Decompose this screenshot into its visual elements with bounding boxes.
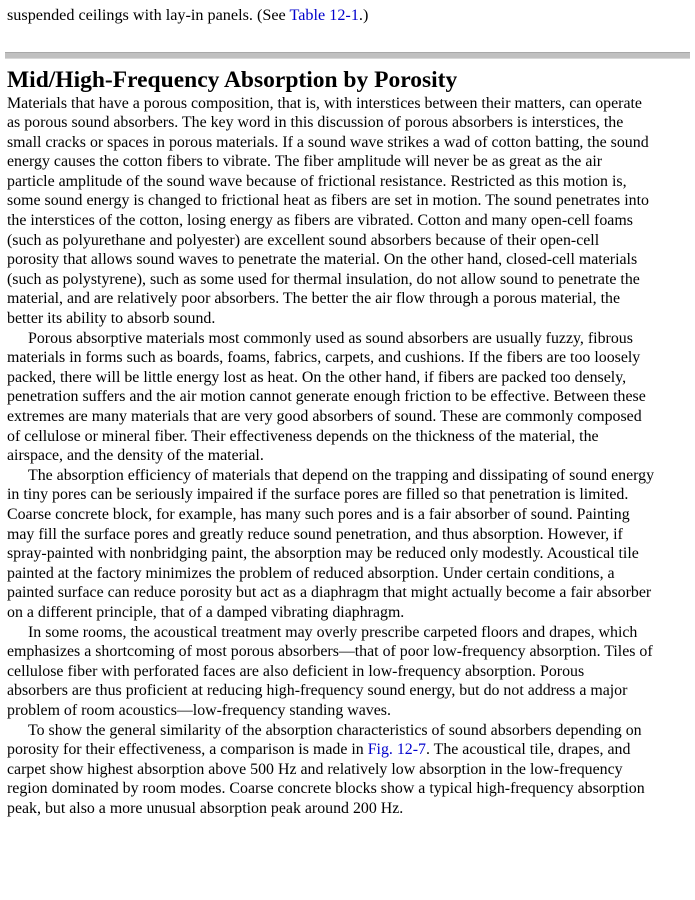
text-line: spray-painted with nonbridging paint, the absorption may be reduced only modestly. Acoustical tile (7, 545, 639, 563)
paragraph-2 (7, 329, 690, 466)
text-line: the interstices of the cotton, losing energy as fibers are vibrated. Cotton and many open-cell foams (7, 212, 633, 230)
paragraph-1 (7, 94, 690, 329)
paragraph-3 (7, 466, 690, 623)
text-line: small cracks or spaces in porous materials. If a sound wave strikes a wad of cotton batting, the sound (7, 133, 649, 151)
paragraph-5 (7, 721, 690, 819)
section-heading: Mid/High-Frequency Absorption by Porosity (7, 66, 458, 93)
text-fragment: . The acoustical tile, drapes, and (425, 741, 631, 759)
text-line: Coarse concrete block, for example, has many such pores and is a fair absorber of sound. Painting (7, 505, 630, 523)
text-line: better its ability to absorb sound. (7, 310, 216, 328)
text-line: particle amplitude of the sound wave because of frictional resistance. Restricted as this motion is, (7, 172, 627, 190)
text-line: carpet show highest absorption above 500 Hz and relatively low absorption in the low-frequency (7, 760, 623, 778)
text-line: materials in forms such as boards, foams, fabrics, carpets, and cushions. If the fibers are too loosely (7, 349, 641, 367)
text-fragment: porosity for their effectiveness, a comparison is made in (7, 741, 368, 759)
text-line: Porous absorptive materials most commonly used as sound absorbers are usually fuzzy, fibrous (28, 329, 633, 347)
text-line: of cellulose or mineral fiber. Their effectiveness depends on the thickness of the material, the (7, 427, 599, 445)
text-line: The absorption efficiency of materials that depend on the trapping and dissipating of sound energy (28, 466, 655, 484)
text-line: as porous sound absorbers. The key word in this discussion of porous absorbers is interstices, the (7, 114, 624, 132)
lead-text: suspended ceilings with lay-in panels. (See (7, 6, 290, 24)
document-page (7, 0, 690, 818)
text-line: porosity that allows sound waves to penetrate the material. On the other hand, closed-cell materials (7, 251, 638, 269)
text-line: cellulose fiber with perforated faces are also deficient in low-frequency absorption. Porous (7, 662, 585, 680)
text-line: penetration suffers and the air motion cannot generate enough friction to be effective. Between these (7, 388, 646, 406)
text-line: painted at the factory minimizes the problem of reduced absorption. Under certain conditions, a (7, 564, 615, 582)
text-line: emphasizes a shortcoming of most porous absorbers—that of poor low-frequency absorption. Tiles of (7, 643, 653, 661)
text-line: (such as polystyrene), such as some used for thermal insulation, do not allow sound to penetrate the (7, 270, 640, 288)
text-line: region dominated by room modes. Coarse concrete blocks show a typical high-frequency absorption (7, 780, 645, 798)
paragraph-4 (7, 623, 690, 721)
text-line: airspace, and the density of the material. (7, 447, 264, 465)
text-line: painted surface can reduce porosity but act as a diaphragm that might actually become a fair absorber (7, 584, 652, 602)
text-line: material, and are relatively poor absorbers. The better the air flow through a porous material, the (7, 290, 621, 308)
text-line: problem of room acoustics—low-frequency standing waves. (7, 701, 391, 719)
section-divider (5, 52, 690, 59)
text-line-with-link (7, 740, 690, 760)
text-line: absorbers are thus proficient at reducing high-frequency sound energy, but do not address a major (7, 682, 628, 700)
fig-12-7-link[interactable]: Fig. 12-7 (367, 741, 426, 759)
text-line: may fill the surface pores and greatly reduce sound penetration, and thus absorption. However, if (7, 525, 623, 543)
text-line: on a different principle, that of a damped vibrating diaphragm. (7, 603, 405, 621)
text-line: peak, but also a more unusual absorption peak around 200 Hz. (7, 799, 404, 817)
text-line: Materials that have a porous composition, that is, with interstices between their matters, can operate (7, 94, 642, 112)
text-line: (such as polyurethane and polyester) are excellent sound absorbers because of their open-cell (7, 231, 600, 249)
text-line: some sound energy is changed to frictional heat as fibers are set in motion. The sound penetrates into (7, 192, 649, 210)
text-line: in tiny pores can be seriously impaired if the surface pores are filled so that penetration is limited. (7, 486, 629, 504)
table-12-1-link[interactable]: Table 12-1 (289, 6, 359, 24)
text-line: To show the general similarity of the absorption characteristics of sound absorbers depending on (28, 721, 642, 739)
text-line: In some rooms, the acoustical treatment may overly prescribe carpeted floors and drapes, which (28, 623, 638, 641)
text-line: energy causes the cotton fibers to vibrate. The fiber amplitude will never be as great as the air (7, 153, 603, 171)
lead-line (7, 6, 690, 26)
text-line: packed, there will be little energy lost as heat. On the other hand, if fibers are packed too densely, (7, 368, 627, 386)
text-line: extremes are many materials that are very good absorbers of sound. These are commonly composed (7, 408, 642, 425)
lead-tail: .) (358, 6, 369, 24)
